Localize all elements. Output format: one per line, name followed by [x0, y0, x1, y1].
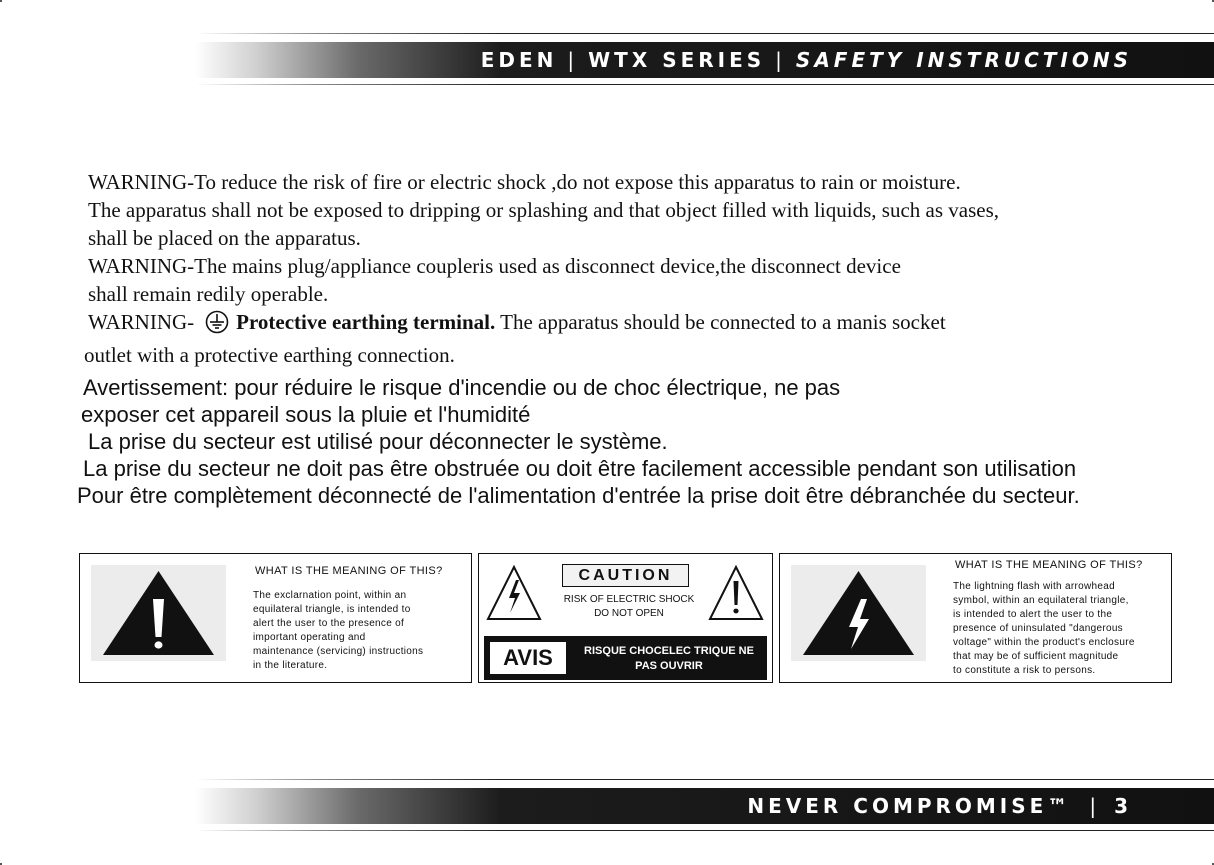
page-number: 3 — [1114, 794, 1132, 818]
header-rule — [195, 84, 1214, 85]
footer-rule — [195, 779, 1214, 780]
avis-line: RISQUE CHOCELEC TRIQUE NE — [584, 645, 754, 657]
caution-label-box — [478, 553, 773, 683]
warning-line: The apparatus shall not be exposed to dripping or splashing and that object filled with liquids, such as vases, — [88, 198, 999, 222]
avis-label: AVIS — [489, 641, 567, 675]
earthing-term: Protective earthing terminal. — [236, 310, 496, 334]
caution-label: CAUTION — [562, 564, 689, 587]
header-rule — [195, 33, 1214, 34]
english-warnings — [84, 168, 1188, 369]
series-name: WTX SERIES — [588, 48, 766, 72]
meaning-line: equilateral triangle, is intended to — [253, 604, 411, 615]
exclamation-panel — [91, 565, 226, 661]
avis-text — [574, 644, 764, 674]
avis-line: PAS OUVRIR — [635, 660, 703, 672]
lightning-meaning-box — [779, 553, 1172, 683]
lightning-triangle-icon — [791, 565, 926, 661]
footer-rule — [195, 830, 1214, 831]
exclamation-triangle-icon — [707, 564, 765, 622]
meaning-line: in the literature. — [253, 660, 328, 671]
avis-bar — [484, 636, 767, 680]
footer-separator: | — [1089, 794, 1101, 818]
meaning-body — [953, 580, 1135, 678]
meaning-title: WHAT IS THE MEANING OF THIS? — [255, 565, 443, 577]
lightning-triangle-icon — [485, 564, 543, 622]
warning-line — [88, 308, 1188, 341]
meaning-line: presence of uninsulated "dangerous — [953, 623, 1123, 634]
header-separator: | — [567, 48, 579, 72]
section-title: SAFETY INSTRUCTIONS — [795, 48, 1132, 72]
meaning-title: WHAT IS THE MEANING OF THIS? — [955, 559, 1143, 571]
warning-text: The apparatus should be connected to a manis socket — [500, 310, 946, 334]
header-title — [481, 46, 1132, 74]
lightning-panel — [791, 565, 926, 661]
meaning-line: symbol, within an equilateral triangle, — [953, 595, 1129, 606]
exclamation-meaning-box — [79, 553, 472, 683]
meaning-body — [253, 589, 423, 673]
warning-line: WARNING-To reduce the risk of fire or electric shock ,do not expose this apparatus to rain or moisture. — [88, 170, 961, 194]
exclamation-triangle-icon — [91, 565, 226, 661]
corner-mark — [0, 0, 2, 2]
brand-name: EDEN — [480, 48, 558, 72]
meaning-line: voltage" within the product's enclosure — [953, 637, 1135, 648]
risk-text — [549, 593, 709, 621]
avertissement-line: La prise du secteur ne doit pas être obstruée ou doit être facilement accessible pendant son utilisation — [83, 456, 1077, 481]
warning-line: shall remain redily operable. — [88, 282, 329, 306]
avertissement-line: exposer cet appareil sous la pluie et l'humidité — [81, 402, 531, 427]
meaning-line: is intended to alert the user to the — [953, 609, 1113, 620]
meaning-line: The lightning flash with arrowhead — [953, 581, 1115, 592]
warning-line: WARNING-The mains plug/appliance coupleris used as disconnect device,the disconnect device — [88, 254, 901, 278]
meaning-line: The exclarnation point, within an — [253, 590, 407, 601]
header-separator: | — [775, 48, 786, 72]
avertissement-line: Pour être complètement déconnecté de l'alimentation d'entrée la prise doit être débranchée du secteur. — [77, 483, 1080, 508]
meaning-line: to constitute a risk to persons. — [953, 665, 1096, 676]
warning-prefix: WARNING- — [88, 310, 195, 334]
risk-line: RISK OF ELECTRIC SHOCK — [563, 594, 695, 605]
meaning-line: maintenance (servicing) instructions — [253, 646, 424, 657]
meaning-line: alert the user to the presence of — [253, 618, 405, 629]
warning-line: outlet with a protective earthing connection. — [84, 343, 455, 367]
warning-line: shall be placed on the apparatus. — [88, 226, 361, 250]
avertissement-line: Avertissement: pour réduire le risque d'incendie ou de choc électrique, ne pas — [83, 375, 841, 400]
header-banner — [195, 42, 1214, 78]
slogan: NEVER COMPROMISE™ — [747, 794, 1072, 818]
earth-ground-icon — [204, 310, 230, 341]
footer-text — [747, 792, 1132, 820]
footer-banner — [195, 788, 1214, 824]
risk-line: DO NOT OPEN — [594, 608, 664, 619]
meaning-line: that may be of sufficient magnitude — [953, 651, 1119, 662]
avertissement-line: La prise du secteur est utilisé pour déconnecter le système. — [88, 429, 668, 454]
french-warnings — [77, 374, 1200, 509]
meaning-line: important operating and — [253, 632, 366, 643]
